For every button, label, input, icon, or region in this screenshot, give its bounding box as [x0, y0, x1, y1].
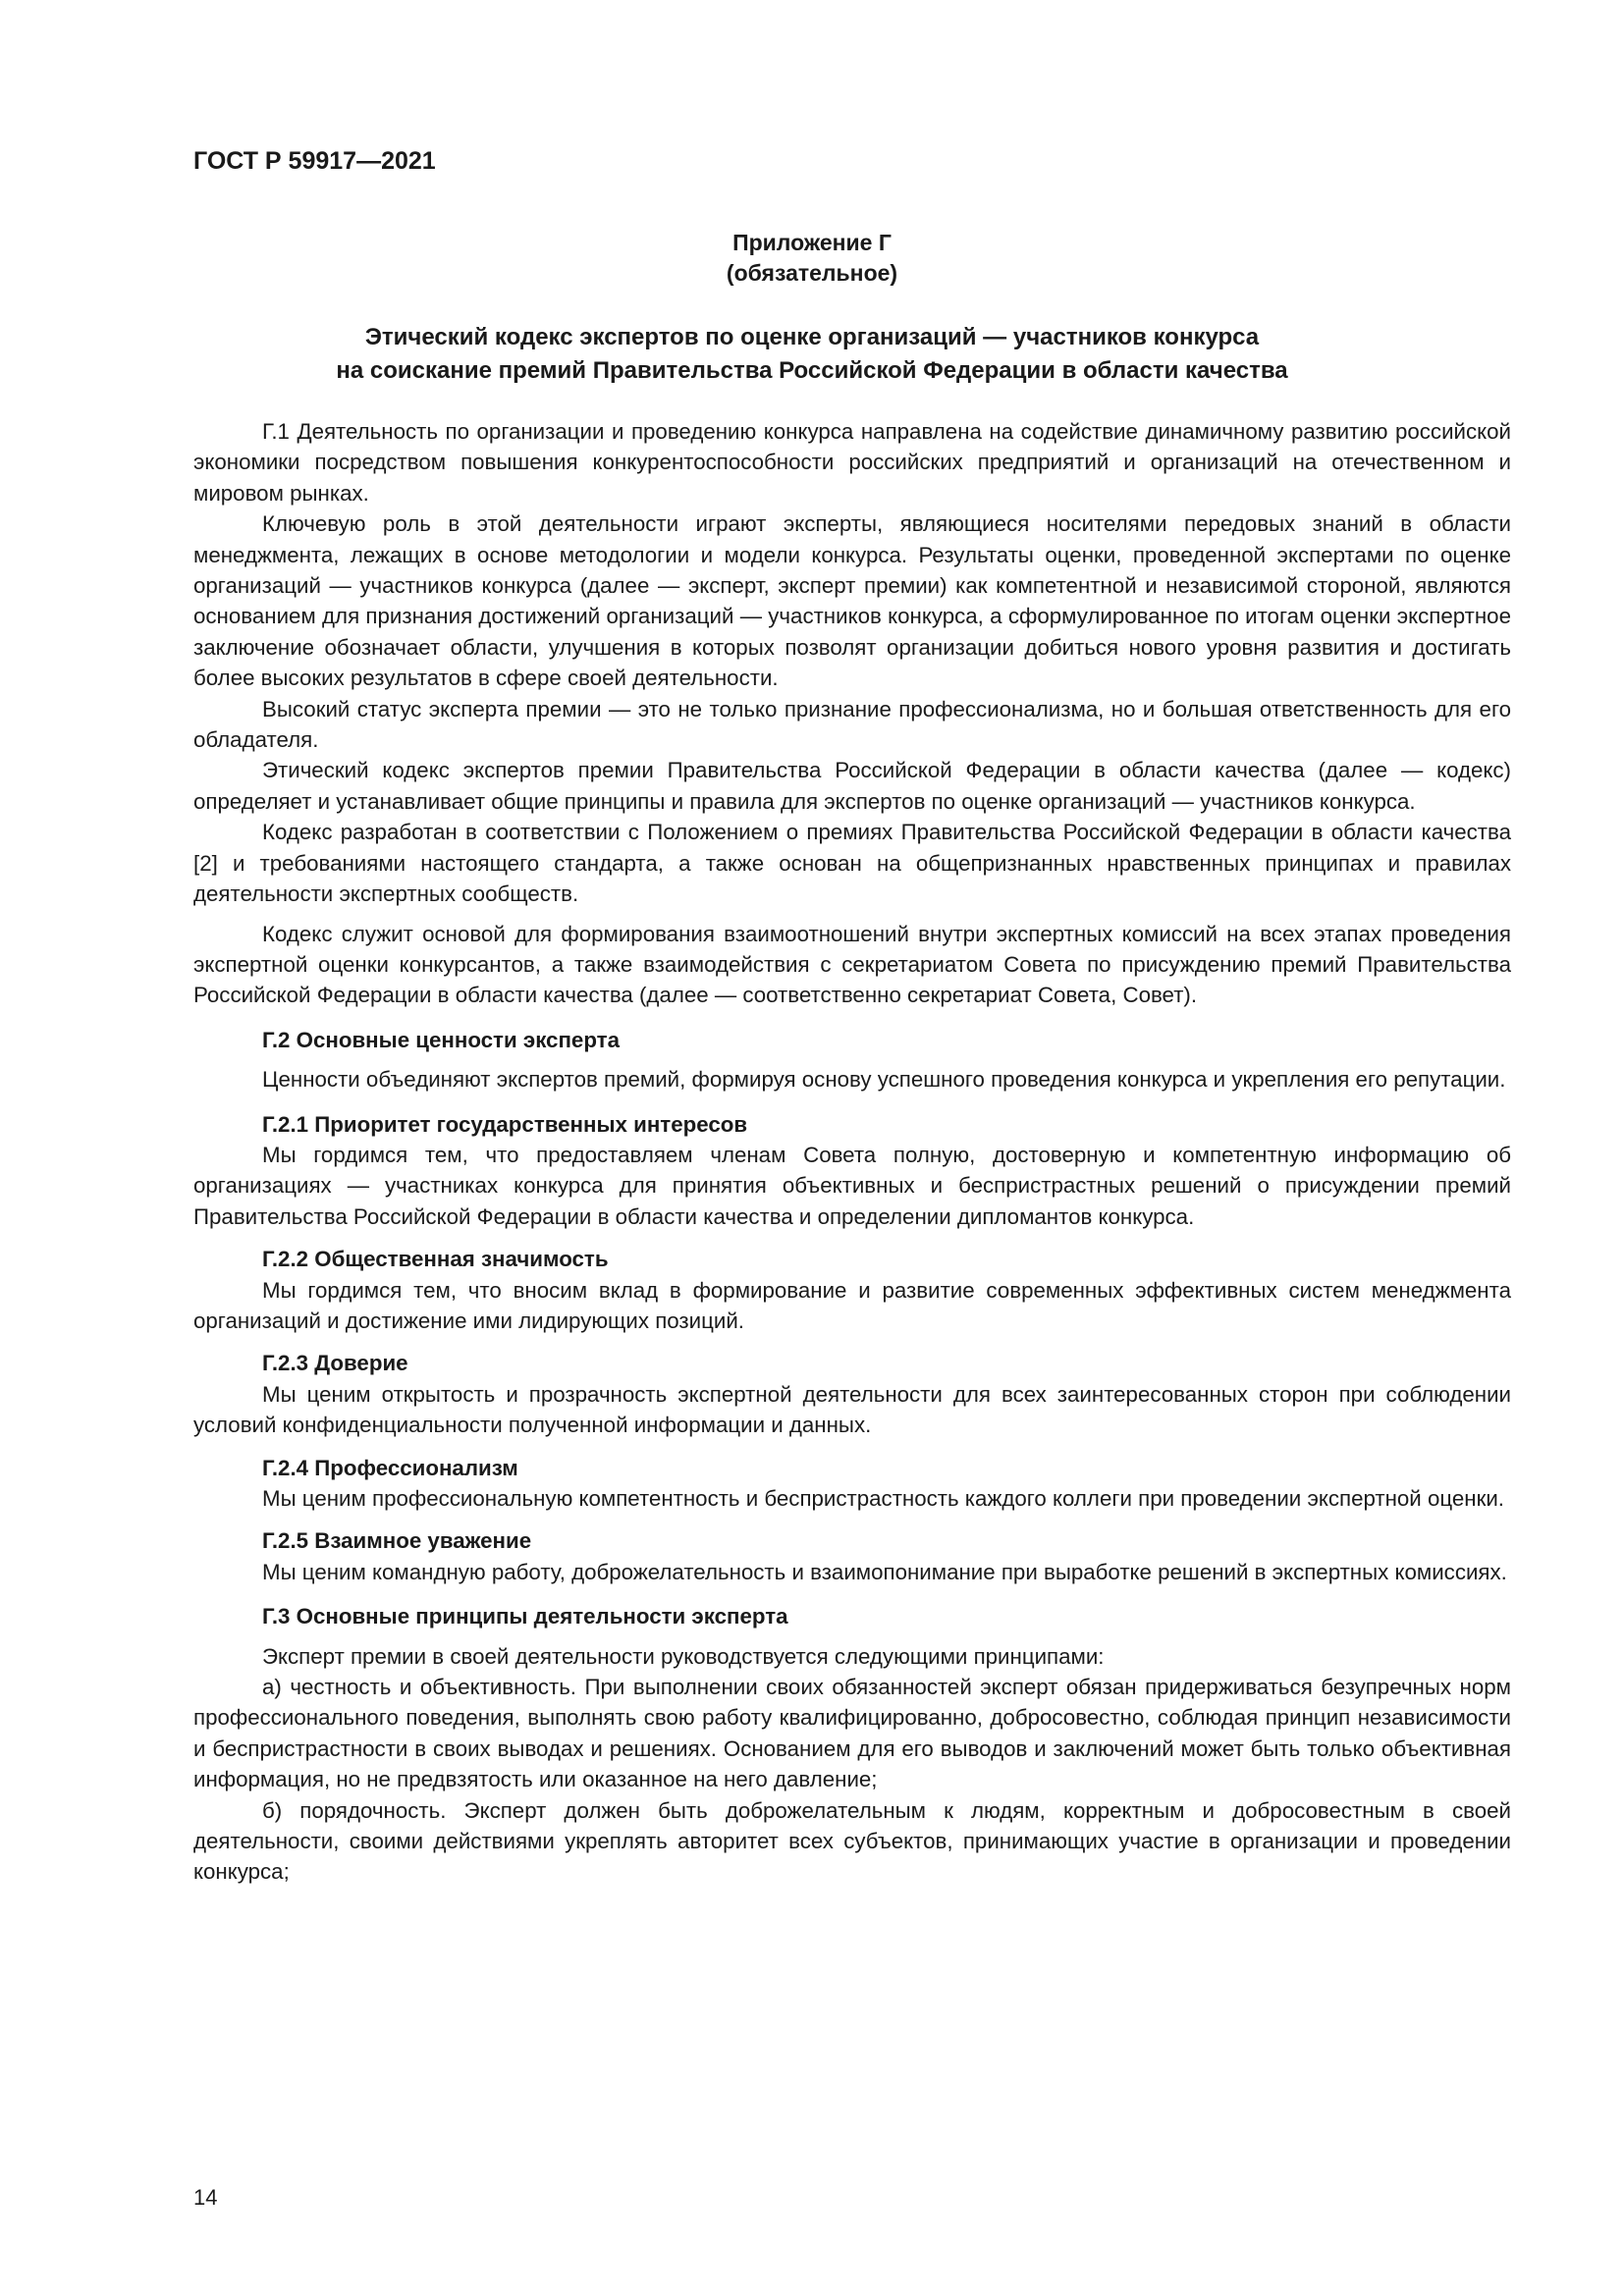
paragraph: Мы гордимся тем, что вносим вклад в формирование и развитие современных эффективных систем менеджмента организаций и достижение ими лидирующих позиций.: [193, 1277, 1511, 1333]
document-code: ГОСТ Р 59917—2021: [193, 147, 436, 175]
section-heading-g2-1: Г.2.1 Приоритет государственных интересов: [262, 1111, 748, 1137]
document-title: [0, 321, 1624, 388]
paragraph: Мы ценим открытость и прозрачность экспертной деятельности для всех заинтересованных сторон при соблюдении условий конфиденциальности полученной информации и данных.: [193, 1381, 1511, 1438]
paragraph: Этический кодекс экспертов премии Правительства Российской Федерации в области качества (далее — кодекс) определяет и устанавливает общие принципы и правила для экспертов по оценке организаций — участников конкурса.: [193, 758, 1511, 814]
section-heading-g3: Г.3 Основные принципы деятельности эксперта: [262, 1604, 788, 1629]
title-line-1: Этический кодекс экспертов по оценке организаций — участников конкурса: [364, 324, 1260, 350]
paragraph: Мы гордимся тем, что предоставляем членам Совета полную, достоверную и компетентную информацию об организациях — участниках конкурса для принятия объективных и беспристрастных решений о присуждении премий Правительства Российской Федерации в области качества и определении дипломантов конкурса.: [193, 1142, 1511, 1229]
appendix-title: Приложение Г: [732, 230, 892, 255]
paragraph: Высокий статус эксперта премии — это не только признание профессионализма, но и большая ответственность для его обладателя.: [193, 696, 1511, 753]
list-item: а) честность и объективность. При выполнении своих обязанностей эксперт обязан придерживаться безупречных норм профессионального поведения, выполнять свою работу квалифицированно, добросовестно, соблюдая принцип независимости и беспристрастности в своих выводах и решениях. Основанием для его выводов и заключений может быть только объективная информация, но не предвзятость или оказанное на него давление;: [193, 1675, 1511, 1792]
section-heading-g2-5: Г.2.5 Взаимное уважение: [262, 1528, 532, 1554]
list-item: б) порядочность. Эксперт должен быть доброжелательным к людям, корректным и добросовестным в своей деятельности, своими действиями укреплять авторитет всех субъектов, принимающих участие в организации и проведении конкурса;: [193, 1797, 1511, 1885]
title-line-2: на соискание премий Правительства Российской Федерации в области качества: [336, 357, 1288, 384]
page-number: 14: [193, 2185, 218, 2210]
paragraph: Кодекс служит основой для формирования взаимоотношений внутри экспертных комиссий на всех этапах проведения экспертной оценки конкурсантов, а также взаимодействия с секретариатом Совета по присуждению премий Правительства Российской Федерации в области качества (далее — соответственно секретариат Совета, Совет).: [193, 921, 1511, 1008]
paragraph: Ценности объединяют экспертов премий, формируя основу успешного проведения конкурса и укрепления его репутации.: [262, 1067, 1506, 1093]
paragraph: Ключевую роль в этой деятельности играют эксперты, являющиеся носителями передовых знаний в области менеджмента, лежащих в основе методологии и модели конкурса. Результаты оценки, проведенной экспертами по оценке организаций — участников конкурса (далее — эксперт, эксперт премии) как компетентной и независимой стороной, являются основанием для признания достижений организаций — участников конкурса, а сформулированное по итогам оценки экспертное заключение обозначает области, улучшения в которых позволят организации добиться нового уровня развития и достигать более высоких результатов в сфере своей деятельности.: [193, 511, 1511, 691]
document-body: [193, 416, 1511, 1888]
section-heading-g2: Г.2 Основные ценности эксперта: [262, 1027, 620, 1052]
paragraph: Г.1 Деятельность по организации и проведению конкурса направлена на содействие динамичному развитию российской экономики посредством повышения конкурентоспособности российских предприятий и организаций на отечественном и мировом рынках.: [193, 419, 1511, 506]
paragraph: Эксперт премии в своей деятельности руководствуется следующими принципами:: [262, 1643, 1105, 1669]
section-heading-g2-4: Г.2.4 Профессионализм: [262, 1455, 518, 1480]
paragraph: Мы ценим командную работу, доброжелательность и взаимопонимание при выработке решений в экспертных комиссиях.: [262, 1559, 1507, 1584]
paragraph: Мы ценим профессиональную компетентность и беспристрастность каждого коллеги при проведении экспертной оценки.: [262, 1486, 1504, 1511]
appendix-status: (обязательное): [726, 260, 898, 286]
appendix-heading: [0, 228, 1624, 289]
paragraph: Кодекс разработан в соответствии с Положением о премиях Правительства Российской Федерации в области качества [2] и требованиями настоящего стандарта, а также основан на общепризнанных нравственных принципах и правилах деятельности экспертных сообществ.: [193, 820, 1511, 907]
section-heading-g2-2: Г.2.2 Общественная значимость: [262, 1247, 609, 1272]
section-heading-g2-3: Г.2.3 Доверие: [262, 1351, 408, 1376]
